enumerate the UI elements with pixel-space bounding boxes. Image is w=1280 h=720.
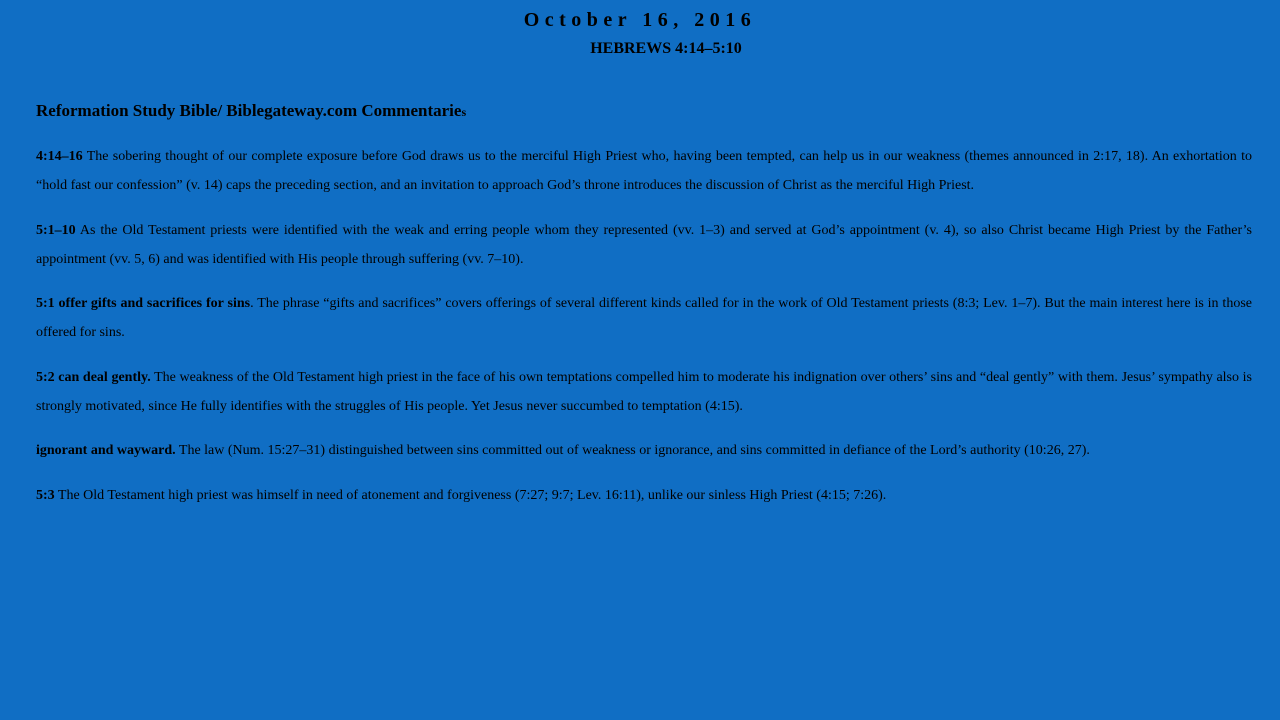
verse-reference: ignorant and wayward.: [36, 443, 176, 459]
commentary-body: [36, 142, 1252, 525]
commentary-text: The Old Testament high priest was himself in need of atonement and forgiveness (7:27; 9:7; Lev. 16:11), unlike our sinless High Priest (4:15; 7:26).: [54, 487, 887, 503]
commentary-text: The weakness of the Old Testament high priest in the face of his own temptations compelled him to moderate his indignation over others’ sins and “deal gently” with them. Jesus’ sympathy also is strongly motivated, since He fully identifies with the struggles of His people. Yet Jesus never succumbed to temptation (4:15).: [36, 369, 1252, 415]
commentary-text: . The phrase “gifts and sacrifices” covers offerings of several different kinds called for in the work of Old Testament priests (8:3; Lev. 1–7). But the main interest here is in those offered for sins.: [36, 296, 1252, 341]
source-heading-text: Reformation Study Bible/ Biblegateway.com Commentarie: [36, 101, 462, 120]
source-heading: [36, 100, 466, 123]
verse-reference: 5:1 offer gifts and sacrifices for sins: [36, 296, 251, 312]
verse-reference: 5:3: [36, 487, 55, 503]
verse-reference: 5:2 can deal gently.: [36, 369, 151, 385]
commentary-entry: [36, 289, 1252, 348]
commentary-entry: [36, 436, 1252, 465]
passage-heading: HEBREWS 4:14–5:10: [590, 40, 742, 57]
date-heading: October 16, 2016: [523, 9, 757, 31]
commentary-entry: [36, 216, 1252, 275]
commentary-entry: [36, 481, 1252, 510]
commentary-entry: [36, 142, 1252, 201]
verse-reference: 5:1–10: [36, 222, 76, 238]
verse-reference: 4:14–16: [36, 149, 83, 164]
commentary-text: The sobering thought of our complete exposure before God draws us to the merciful High Priest who, having been tempted, can help us in our weakness (themes announced in 2:17, 18). An exhortation to “hold fast our confession” (v. 14) caps the preceding section, and an invitation to approach God’s throne introduces the discussion of Christ as the merciful High Priest.: [36, 149, 1252, 194]
commentary-entry: [36, 363, 1252, 422]
commentary-text: The law (Num. 15:27–31) distinguished between sins committed out of weakness or ignorance, and sins committed in defiance of the Lord’s authority (10:26, 27).: [175, 443, 1090, 459]
source-heading-tail: s: [461, 105, 467, 119]
commentary-text: As the Old Testament priests were identified with the weak and erring people whom they represented (vv. 1–3) and served at God’s appointment (v. 4), so also Christ became High Priest by the Father’s appointment (vv. 5, 6) and was identified with His people through suffering (vv. 7–10).: [36, 222, 1252, 267]
